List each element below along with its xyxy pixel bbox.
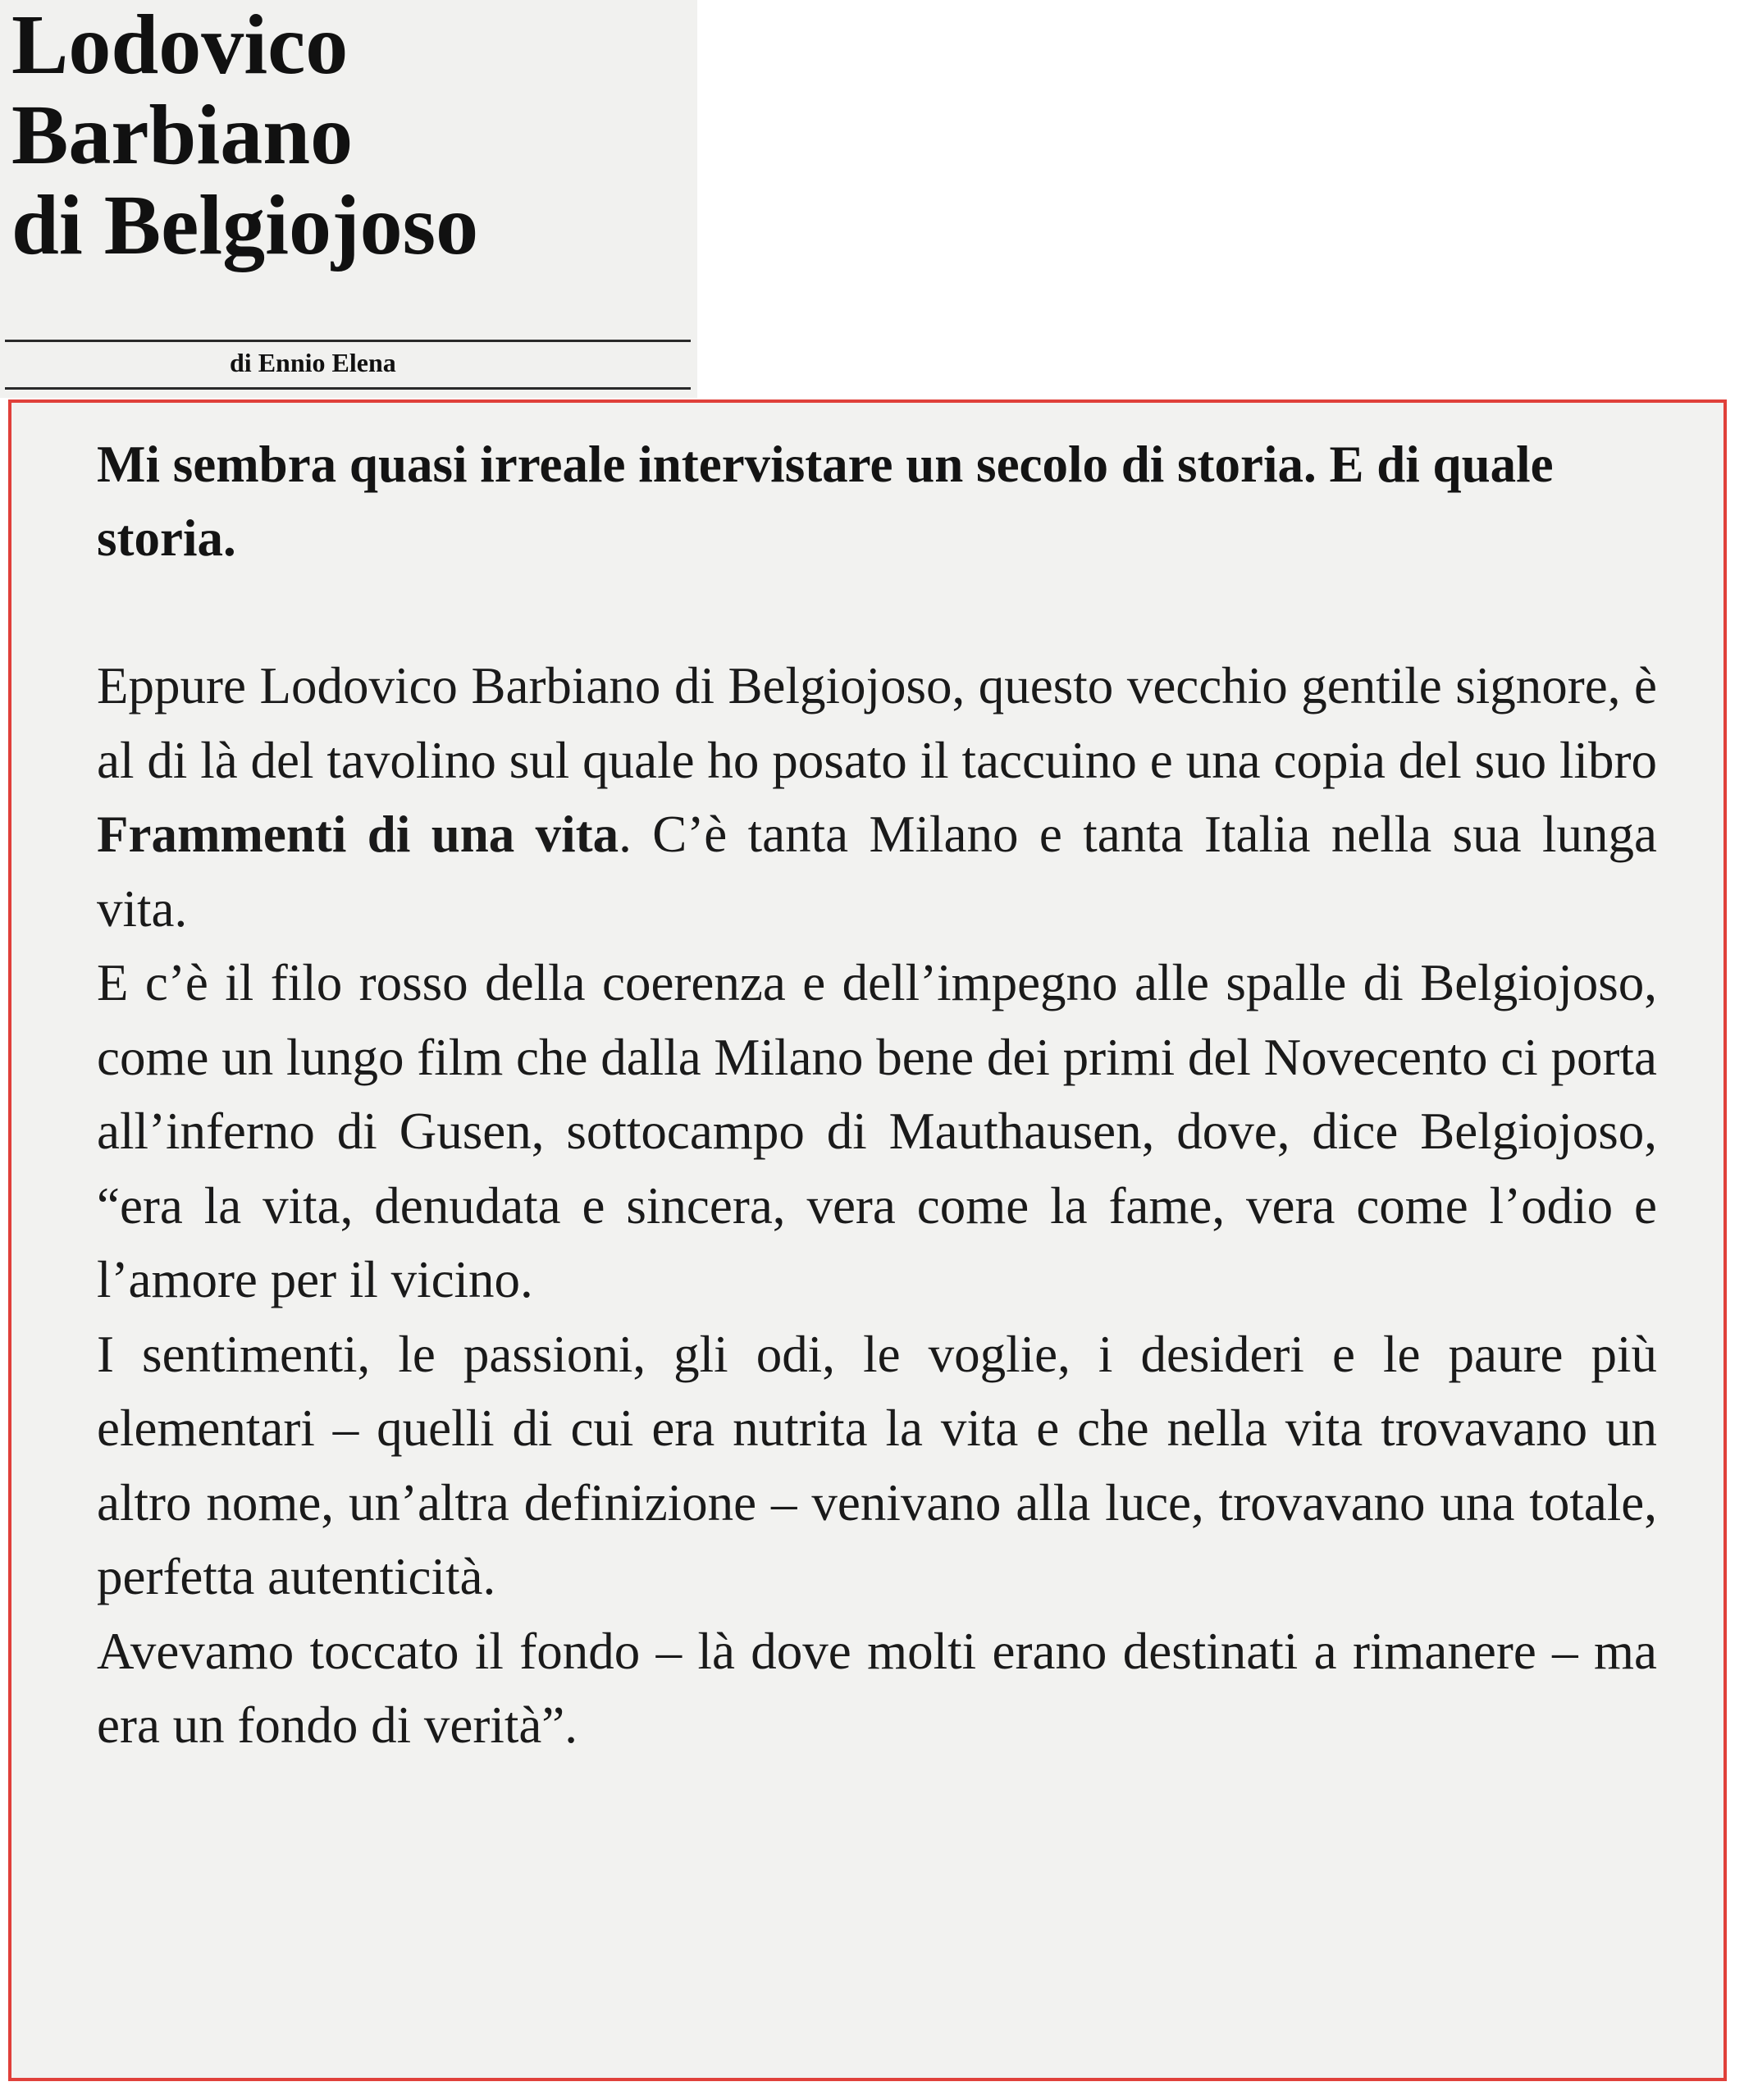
paragraph-1: [97, 649, 1657, 946]
article-lead: Mi sembra quasi irreale intervistare un secolo di storia. E di quale storia.: [97, 436, 1554, 567]
headline-line-1: Lodovico: [11, 0, 349, 92]
article-box: [8, 399, 1727, 2081]
paragraph-3: I sentimenti, le passioni, gli odi, le voglie, i desideri e le paure più elementari – quelli di cui era nutrita la vita e che nella vita trovavano un altro nome, un’altra definizione – venivano alla luce, trovavano una totale, perfetta autenticità.: [97, 1325, 1657, 1605]
paragraph-2: E c’è il filo rosso della coerenza e dell’impegno alle spalle di Belgiojoso, come un lungo film che dalla Milano bene dei primi del Novecento ci porta all’inferno di Gusen, sottocampo di Mauthausen, dove, dice Belgiojoso, “era la vita, denudata e sincera, vera come la fame, vera come l’odio e l’amore per il vicino.: [97, 954, 1657, 1308]
byline: di Ennio Elena: [230, 348, 396, 377]
headline-line-2: Barbiano: [11, 88, 354, 182]
article-header: [0, 0, 697, 398]
paragraph-1-text-a: Eppure Lodovico Barbiano di Belgiojoso, questo vecchio gentile signore, è al di là del tavolino sul quale ho posato il taccuino e una copia del suo libro: [97, 657, 1657, 789]
byline-rule-top: [5, 340, 691, 342]
book-title: Frammenti di una vita: [97, 806, 619, 863]
paragraph-1-text-b: . C’è tanta Milano e tanta Italia nella sua lunga vita.: [97, 806, 1657, 938]
article-headline: [11, 0, 478, 271]
paragraph-4: Avevamo toccato il fondo – là dove molti erano destinati a rimanere – ma era un fondo di verità”.: [97, 1622, 1657, 1754]
byline-rule-bottom: [5, 387, 691, 390]
article-body: [97, 427, 1657, 1763]
headline-line-3: di Belgiojoso: [11, 178, 479, 272]
